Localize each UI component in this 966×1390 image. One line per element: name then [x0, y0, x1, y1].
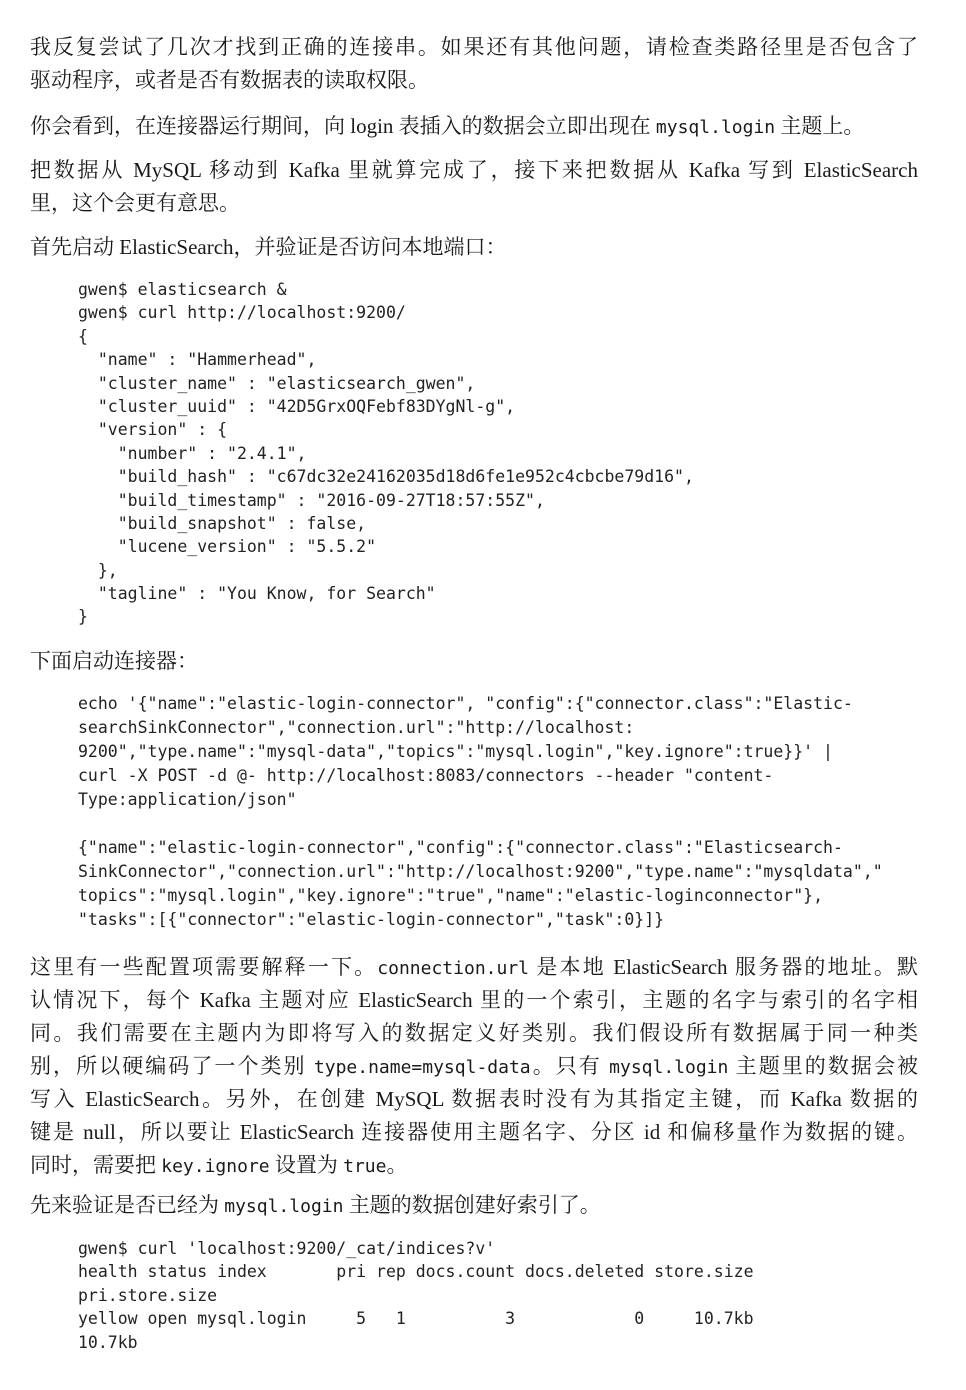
code-line: "name" : "Hammerhead",	[78, 350, 317, 370]
text-segment: 我反复尝试了几次才找到正确的连接串。如果还有其他问题，请检查类路径里是否包含了	[30, 35, 918, 59]
text-segment: 。	[386, 1153, 408, 1177]
code-line: gwen$ curl http://localhost:9200/	[78, 303, 406, 323]
inline-code: mysql.login	[224, 1196, 344, 1217]
text-line	[30, 1116, 918, 1149]
inline-code: mysql.login	[609, 1057, 729, 1078]
code-line: "cluster_name" : "elasticsearch_gwen",	[78, 373, 476, 393]
code-line: "lucene_version" : "5.5.2"	[78, 537, 377, 557]
code-line: }	[78, 607, 88, 627]
text-segment: 同。我们需要在主题内为即将写入的数据定义好类别。我们假设所有数据属于同一种类	[30, 1021, 918, 1045]
text-segment: 主题的数据创建好索引了。	[343, 1193, 601, 1217]
code-line: },	[78, 560, 118, 580]
text-segment: 键是 null，所以要让 ElasticSearch 连接器使用主题名字、分区 id 和偏移量作为数据的键。	[30, 1120, 918, 1144]
text-segment: 别，所以硬编码了一个类别	[30, 1054, 314, 1078]
code-line: 9200","type.name":"mysql-data","topics":"mysql.login","key.ignore":true}}' |	[78, 742, 833, 761]
text-line	[30, 1083, 918, 1116]
code-line: {	[78, 326, 88, 346]
code-line: pri.store.size	[78, 1285, 218, 1305]
text-line	[30, 984, 918, 1017]
paragraph-kafka-to-elasticsearch	[30, 154, 918, 220]
text-segment: 下面启动连接器：	[30, 649, 198, 673]
text-line	[30, 64, 918, 97]
text-segment: 主题里的数据会被	[728, 1054, 918, 1078]
inline-code: mysql.login	[655, 117, 776, 138]
text-segment: 先来验证是否已经为	[30, 1193, 225, 1217]
paragraph-login-insert	[30, 110, 918, 143]
code-line: gwen$ elasticsearch &	[78, 280, 287, 299]
text-segment: 这里有一些配置项需要解释一下。	[30, 955, 378, 979]
text-segment: 设置为	[269, 1153, 344, 1177]
text-line	[30, 31, 918, 64]
text-line	[30, 110, 918, 143]
inline-code: connection.url	[377, 958, 529, 979]
paragraph-start-connector	[30, 645, 918, 678]
text-segment: 主题上。	[775, 114, 865, 138]
code-line: "number" : "2.4.1",	[78, 443, 307, 463]
code-line: "cluster_uuid" : "42D5GrxOQFebf83DYgNl-g",	[78, 396, 516, 416]
text-line	[30, 1149, 918, 1182]
text-segment: 。只有	[530, 1054, 610, 1078]
code-block-elasticsearch-start	[78, 278, 694, 629]
paragraph-start-elasticsearch	[30, 231, 918, 264]
text-segment: 写入 ElasticSearch。另外，在创建 MySQL 数据表时没有为其指定主键，而 Kafka 数据的	[30, 1087, 918, 1111]
text-segment: 首先启动 ElasticSearch，并验证是否访问本地端口：	[30, 235, 507, 259]
paragraph-connection-troubleshooting	[30, 31, 918, 97]
paragraph-verify-index	[30, 1189, 918, 1222]
text-line	[30, 154, 918, 187]
code-line: curl -X POST -d @- http://localhost:8083/connectors --header "content-	[78, 766, 774, 785]
inline-code: type.name=mysql-data	[313, 1057, 531, 1078]
code-line: searchSinkConnector","connection.url":"http://localhost:	[78, 718, 635, 737]
text-segment: 把数据从 MySQL 移动到 Kafka 里就算完成了，接下来把数据从 Kafka 写到 ElasticSearch	[30, 158, 918, 182]
code-line	[78, 812, 883, 836]
code-line: Type:application/json"	[78, 790, 297, 809]
code-line: echo '{"name":"elastic-login-connector", "config":{"connector.class":"Elastic-	[78, 694, 853, 713]
code-line: "build_hash" : "c67dc32e24162035d18d6fe1e952c4cbcbe79d16",	[78, 467, 694, 487]
text-segment: 认情况下，每个 Kafka 主题对应 ElasticSearch 里的一个索引，主题的名字与索引的名字相	[30, 988, 918, 1012]
text-segment: 是本地 ElasticSearch 服务器的地址。默	[529, 955, 918, 979]
code-line: "version" : {	[78, 420, 228, 440]
inline-code: key.ignore	[161, 1156, 270, 1177]
code-line: "build_snapshot" : false,	[78, 513, 367, 533]
code-line: SinkConnector","connection.url":"http://localhost:9200","type.name":"mysqldata","	[78, 862, 883, 881]
text-line	[30, 645, 918, 678]
text-segment: 驱动程序，或者是否有数据表的读取权限。	[30, 68, 429, 92]
text-segment: 你会看到，在连接器运行期间，向 login 表插入的数据会立即出现在	[30, 114, 656, 138]
text-segment: 同时，需要把	[30, 1153, 162, 1177]
text-line	[30, 1017, 918, 1050]
code-line: "tasks":[{"connector":"elastic-login-connector","task":0}]}	[78, 910, 665, 929]
text-line	[30, 1189, 918, 1222]
code-line: 10.7kb	[78, 1332, 138, 1352]
code-block-cat-indices	[78, 1237, 754, 1354]
text-line	[30, 951, 918, 984]
text-line	[30, 1050, 918, 1083]
text-segment: 里，这个会更有意思。	[30, 191, 240, 215]
code-line: gwen$ curl 'localhost:9200/_cat/indices?v'	[78, 1239, 496, 1258]
paragraph-config-explanation	[30, 951, 918, 1182]
text-line	[30, 231, 918, 264]
code-line: "build_timestamp" : "2016-09-27T18:57:55Z",	[78, 490, 545, 510]
code-line: "tagline" : "You Know, for Search"	[78, 584, 436, 604]
code-line: health status index pri rep docs.count docs.deleted store.size	[78, 1262, 754, 1282]
code-block-connector-config	[78, 692, 883, 932]
inline-code: true	[343, 1156, 387, 1177]
code-line: topics":"mysql.login","key.ignore":"true","name":"elastic-loginconnector"},	[78, 886, 824, 905]
text-line	[30, 187, 918, 220]
code-line: yellow open mysql.login 5 1 3 0 10.7kb	[78, 1309, 754, 1329]
code-line: {"name":"elastic-login-connector","config":{"connector.class":"Elasticsearch-	[78, 838, 843, 857]
